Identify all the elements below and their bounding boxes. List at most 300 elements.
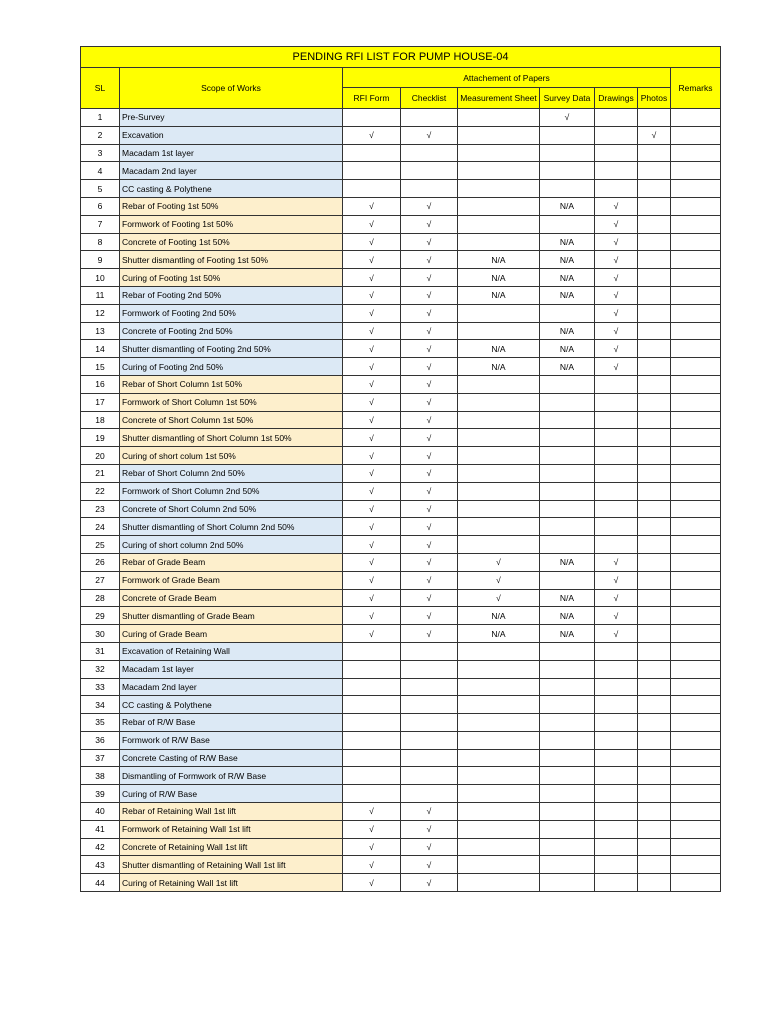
cell-scope: Concrete of Footing 1st 50% <box>120 233 343 251</box>
cell-sl: 34 <box>81 696 120 714</box>
cell-sl: 33 <box>81 678 120 696</box>
cell-photos <box>638 642 671 660</box>
cell-photos <box>638 304 671 322</box>
cell-sl: 29 <box>81 607 120 625</box>
cell-measurement-sheet <box>458 393 540 411</box>
header-attachment-group: Attachement of Papers <box>343 68 671 88</box>
cell-remarks <box>671 731 721 749</box>
cell-sl: 2 <box>81 126 120 144</box>
cell-photos <box>638 820 671 838</box>
cell-checklist: √ <box>401 803 458 821</box>
cell-measurement-sheet <box>458 803 540 821</box>
header-sl: SL <box>81 68 120 109</box>
table-body <box>81 109 721 892</box>
cell-survey-data <box>540 464 595 482</box>
cell-sl: 26 <box>81 553 120 571</box>
cell-rfi-form <box>343 660 401 678</box>
cell-rfi-form: √ <box>343 269 401 287</box>
cell-photos <box>638 678 671 696</box>
cell-survey-data: N/A <box>540 625 595 643</box>
cell-rfi-form: √ <box>343 322 401 340</box>
cell-rfi-form: √ <box>343 820 401 838</box>
cell-survey-data <box>540 678 595 696</box>
cell-checklist <box>401 767 458 785</box>
cell-drawings <box>595 714 638 732</box>
cell-remarks <box>671 696 721 714</box>
cell-survey-data <box>540 874 595 892</box>
table-row <box>81 286 721 304</box>
cell-rfi-form <box>343 642 401 660</box>
cell-survey-data <box>540 660 595 678</box>
cell-photos <box>638 393 671 411</box>
cell-remarks <box>671 660 721 678</box>
cell-scope: Rebar of Footing 1st 50% <box>120 197 343 215</box>
cell-rfi-form: √ <box>343 304 401 322</box>
cell-measurement-sheet <box>458 482 540 500</box>
cell-checklist <box>401 714 458 732</box>
cell-scope: Excavation of Retaining Wall <box>120 642 343 660</box>
cell-survey-data: N/A <box>540 197 595 215</box>
cell-drawings: √ <box>595 233 638 251</box>
cell-remarks <box>671 358 721 376</box>
cell-sl: 19 <box>81 429 120 447</box>
cell-rfi-form: √ <box>343 571 401 589</box>
table-row <box>81 856 721 874</box>
cell-survey-data <box>540 144 595 162</box>
table-row <box>81 162 721 180</box>
cell-survey-data <box>540 642 595 660</box>
cell-remarks <box>671 286 721 304</box>
cell-photos <box>638 731 671 749</box>
cell-scope: Curing of short colum 1st 50% <box>120 447 343 465</box>
cell-remarks <box>671 447 721 465</box>
cell-survey-data <box>540 411 595 429</box>
cell-remarks <box>671 714 721 732</box>
cell-sl: 41 <box>81 820 120 838</box>
cell-rfi-form: √ <box>343 411 401 429</box>
cell-checklist <box>401 144 458 162</box>
table-row <box>81 269 721 287</box>
table-row <box>81 785 721 803</box>
cell-photos <box>638 429 671 447</box>
cell-photos <box>638 233 671 251</box>
cell-sl: 39 <box>81 785 120 803</box>
cell-photos <box>638 162 671 180</box>
cell-measurement-sheet <box>458 660 540 678</box>
table-row <box>81 874 721 892</box>
cell-checklist: √ <box>401 393 458 411</box>
cell-remarks <box>671 553 721 571</box>
cell-checklist <box>401 642 458 660</box>
cell-sl: 12 <box>81 304 120 322</box>
table-row <box>81 607 721 625</box>
cell-photos <box>638 571 671 589</box>
cell-measurement-sheet <box>458 411 540 429</box>
cell-drawings: √ <box>595 322 638 340</box>
cell-checklist <box>401 696 458 714</box>
cell-checklist: √ <box>401 500 458 518</box>
cell-drawings <box>595 518 638 536</box>
cell-photos <box>638 607 671 625</box>
cell-rfi-form: √ <box>343 607 401 625</box>
cell-scope: Concrete of Short Column 1st 50% <box>120 411 343 429</box>
cell-rfi-form: √ <box>343 251 401 269</box>
cell-remarks <box>671 322 721 340</box>
cell-measurement-sheet <box>458 322 540 340</box>
rfi-table <box>80 46 721 892</box>
cell-remarks <box>671 571 721 589</box>
cell-remarks <box>671 233 721 251</box>
cell-measurement-sheet: √ <box>458 553 540 571</box>
cell-scope: Formwork of R/W Base <box>120 731 343 749</box>
cell-survey-data <box>540 536 595 554</box>
cell-checklist: √ <box>401 358 458 376</box>
cell-scope: Curing of short column 2nd 50% <box>120 536 343 554</box>
cell-rfi-form <box>343 696 401 714</box>
table-row <box>81 109 721 127</box>
table-row <box>81 144 721 162</box>
cell-sl: 23 <box>81 500 120 518</box>
cell-scope: Rebar of Retaining Wall 1st lift <box>120 803 343 821</box>
cell-measurement-sheet: N/A <box>458 286 540 304</box>
table-row <box>81 126 721 144</box>
cell-measurement-sheet <box>458 874 540 892</box>
cell-scope: Shutter dismantling of Short Column 1st 50% <box>120 429 343 447</box>
cell-rfi-form: √ <box>343 838 401 856</box>
cell-rfi-form: √ <box>343 625 401 643</box>
cell-survey-data <box>540 820 595 838</box>
cell-sl: 30 <box>81 625 120 643</box>
cell-measurement-sheet <box>458 642 540 660</box>
header-scope: Scope of Works <box>120 68 343 109</box>
cell-remarks <box>671 482 721 500</box>
cell-drawings <box>595 447 638 465</box>
cell-scope: Dismantling of Formwork of R/W Base <box>120 767 343 785</box>
cell-photos <box>638 358 671 376</box>
table-row <box>81 642 721 660</box>
cell-measurement-sheet <box>458 696 540 714</box>
cell-scope: Concrete Casting of R/W Base <box>120 749 343 767</box>
cell-drawings <box>595 180 638 198</box>
cell-scope: Concrete of Footing 2nd 50% <box>120 322 343 340</box>
cell-measurement-sheet <box>458 429 540 447</box>
cell-sl: 4 <box>81 162 120 180</box>
cell-rfi-form: √ <box>343 464 401 482</box>
cell-scope: CC casting & Polythene <box>120 180 343 198</box>
cell-survey-data <box>540 393 595 411</box>
table-row <box>81 660 721 678</box>
cell-scope: Curing of Retaining Wall 1st lift <box>120 874 343 892</box>
cell-rfi-form: √ <box>343 197 401 215</box>
cell-photos <box>638 251 671 269</box>
cell-survey-data <box>540 803 595 821</box>
table-row <box>81 625 721 643</box>
cell-rfi-form: √ <box>343 500 401 518</box>
cell-survey-data <box>540 500 595 518</box>
cell-drawings <box>595 856 638 874</box>
cell-sl: 20 <box>81 447 120 465</box>
cell-scope: Curing of R/W Base <box>120 785 343 803</box>
cell-photos <box>638 144 671 162</box>
cell-sl: 36 <box>81 731 120 749</box>
table-row <box>81 678 721 696</box>
cell-measurement-sheet: N/A <box>458 607 540 625</box>
cell-rfi-form: √ <box>343 429 401 447</box>
cell-checklist <box>401 785 458 803</box>
cell-scope: Formwork of Short Column 2nd 50% <box>120 482 343 500</box>
cell-remarks <box>671 874 721 892</box>
table-row <box>81 571 721 589</box>
cell-checklist: √ <box>401 518 458 536</box>
cell-checklist: √ <box>401 571 458 589</box>
cell-drawings <box>595 678 638 696</box>
cell-rfi-form <box>343 109 401 127</box>
table-row <box>81 803 721 821</box>
cell-survey-data: N/A <box>540 340 595 358</box>
cell-remarks <box>671 180 721 198</box>
header-photos: Photos <box>638 88 671 109</box>
cell-survey-data <box>540 180 595 198</box>
cell-sl: 17 <box>81 393 120 411</box>
cell-checklist: √ <box>401 464 458 482</box>
cell-scope: Formwork of Footing 1st 50% <box>120 215 343 233</box>
cell-checklist: √ <box>401 251 458 269</box>
cell-sl: 35 <box>81 714 120 732</box>
cell-rfi-form: √ <box>343 536 401 554</box>
cell-drawings: √ <box>595 251 638 269</box>
cell-checklist: √ <box>401 856 458 874</box>
cell-drawings <box>595 785 638 803</box>
cell-survey-data: N/A <box>540 269 595 287</box>
header-remarks: Remarks <box>671 68 721 109</box>
cell-remarks <box>671 856 721 874</box>
cell-survey-data: N/A <box>540 358 595 376</box>
cell-checklist: √ <box>401 447 458 465</box>
cell-checklist: √ <box>401 126 458 144</box>
table-row <box>81 340 721 358</box>
cell-remarks <box>671 464 721 482</box>
cell-survey-data <box>540 767 595 785</box>
cell-drawings <box>595 767 638 785</box>
cell-drawings: √ <box>595 304 638 322</box>
cell-photos <box>638 215 671 233</box>
table-row <box>81 820 721 838</box>
cell-drawings <box>595 500 638 518</box>
cell-drawings <box>595 162 638 180</box>
cell-drawings <box>595 874 638 892</box>
cell-photos <box>638 874 671 892</box>
cell-remarks <box>671 536 721 554</box>
cell-photos <box>638 269 671 287</box>
cell-survey-data <box>540 429 595 447</box>
cell-sl: 14 <box>81 340 120 358</box>
cell-scope: Shutter dismantling of Grade Beam <box>120 607 343 625</box>
cell-measurement-sheet <box>458 375 540 393</box>
cell-checklist: √ <box>401 838 458 856</box>
cell-checklist: √ <box>401 625 458 643</box>
cell-measurement-sheet: N/A <box>458 251 540 269</box>
cell-checklist: √ <box>401 874 458 892</box>
cell-drawings: √ <box>595 553 638 571</box>
table-row <box>81 589 721 607</box>
table-row <box>81 429 721 447</box>
cell-sl: 6 <box>81 197 120 215</box>
cell-survey-data <box>540 304 595 322</box>
cell-checklist: √ <box>401 197 458 215</box>
cell-measurement-sheet <box>458 856 540 874</box>
cell-rfi-form: √ <box>343 358 401 376</box>
cell-scope: Rebar of Short Column 1st 50% <box>120 375 343 393</box>
cell-survey-data <box>540 785 595 803</box>
cell-rfi-form: √ <box>343 375 401 393</box>
table-row <box>81 358 721 376</box>
cell-checklist <box>401 749 458 767</box>
cell-survey-data: N/A <box>540 251 595 269</box>
cell-drawings <box>595 696 638 714</box>
cell-measurement-sheet <box>458 714 540 732</box>
cell-drawings <box>595 660 638 678</box>
table-row <box>81 553 721 571</box>
cell-survey-data <box>540 749 595 767</box>
cell-scope: Shutter dismantling of Footing 1st 50% <box>120 251 343 269</box>
cell-rfi-form: √ <box>343 518 401 536</box>
cell-drawings <box>595 411 638 429</box>
cell-rfi-form: √ <box>343 233 401 251</box>
cell-measurement-sheet <box>458 144 540 162</box>
cell-photos <box>638 322 671 340</box>
sheet-title: PENDING RFI LIST FOR PUMP HOUSE-04 <box>81 47 721 68</box>
cell-survey-data: N/A <box>540 589 595 607</box>
cell-drawings: √ <box>595 589 638 607</box>
cell-photos <box>638 660 671 678</box>
cell-remarks <box>671 251 721 269</box>
cell-checklist: √ <box>401 411 458 429</box>
cell-drawings <box>595 109 638 127</box>
cell-remarks <box>671 625 721 643</box>
cell-sl: 32 <box>81 660 120 678</box>
cell-survey-data <box>540 447 595 465</box>
cell-photos <box>638 180 671 198</box>
cell-checklist: √ <box>401 269 458 287</box>
cell-photos <box>638 411 671 429</box>
table-row <box>81 180 721 198</box>
cell-measurement-sheet <box>458 233 540 251</box>
cell-photos <box>638 625 671 643</box>
cell-remarks <box>671 500 721 518</box>
cell-sl: 9 <box>81 251 120 269</box>
cell-rfi-form: √ <box>343 803 401 821</box>
cell-remarks <box>671 197 721 215</box>
cell-drawings: √ <box>595 340 638 358</box>
cell-remarks <box>671 642 721 660</box>
cell-checklist <box>401 731 458 749</box>
cell-remarks <box>671 393 721 411</box>
cell-sl: 1 <box>81 109 120 127</box>
table-row <box>81 518 721 536</box>
cell-survey-data <box>540 856 595 874</box>
cell-photos <box>638 464 671 482</box>
table-row <box>81 500 721 518</box>
cell-measurement-sheet: N/A <box>458 269 540 287</box>
cell-sl: 43 <box>81 856 120 874</box>
cell-survey-data <box>540 696 595 714</box>
cell-survey-data <box>540 375 595 393</box>
cell-remarks <box>671 411 721 429</box>
cell-survey-data: N/A <box>540 322 595 340</box>
cell-sl: 44 <box>81 874 120 892</box>
table-row <box>81 731 721 749</box>
cell-survey-data: N/A <box>540 286 595 304</box>
cell-rfi-form <box>343 749 401 767</box>
cell-remarks <box>671 375 721 393</box>
cell-photos <box>638 482 671 500</box>
cell-drawings <box>595 126 638 144</box>
cell-scope: Macadam 1st layer <box>120 660 343 678</box>
cell-survey-data <box>540 838 595 856</box>
cell-checklist <box>401 109 458 127</box>
cell-remarks <box>671 429 721 447</box>
cell-measurement-sheet <box>458 500 540 518</box>
cell-photos <box>638 340 671 358</box>
cell-measurement-sheet: √ <box>458 571 540 589</box>
cell-checklist: √ <box>401 304 458 322</box>
cell-scope: Shutter dismantling of Retaining Wall 1st lift <box>120 856 343 874</box>
cell-rfi-form <box>343 144 401 162</box>
cell-photos <box>638 749 671 767</box>
cell-scope: Concrete of Retaining Wall 1st lift <box>120 838 343 856</box>
cell-scope: Curing of Footing 1st 50% <box>120 269 343 287</box>
cell-survey-data <box>540 215 595 233</box>
cell-remarks <box>671 518 721 536</box>
cell-drawings: √ <box>595 571 638 589</box>
cell-rfi-form <box>343 180 401 198</box>
cell-drawings <box>595 482 638 500</box>
cell-remarks <box>671 109 721 127</box>
cell-scope: Formwork of Retaining Wall 1st lift <box>120 820 343 838</box>
cell-measurement-sheet: N/A <box>458 340 540 358</box>
cell-sl: 25 <box>81 536 120 554</box>
cell-drawings <box>595 375 638 393</box>
cell-measurement-sheet <box>458 162 540 180</box>
cell-scope: Curing of Footing 2nd 50% <box>120 358 343 376</box>
cell-drawings <box>595 838 638 856</box>
cell-scope: Formwork of Short Column 1st 50% <box>120 393 343 411</box>
cell-checklist: √ <box>401 820 458 838</box>
cell-photos <box>638 696 671 714</box>
cell-sl: 18 <box>81 411 120 429</box>
cell-scope: Pre-Survey <box>120 109 343 127</box>
table-row <box>81 197 721 215</box>
cell-measurement-sheet <box>458 447 540 465</box>
cell-sl: 15 <box>81 358 120 376</box>
cell-photos <box>638 767 671 785</box>
cell-remarks <box>671 589 721 607</box>
cell-remarks <box>671 340 721 358</box>
table-row <box>81 536 721 554</box>
cell-scope: Shutter dismantling of Footing 2nd 50% <box>120 340 343 358</box>
cell-survey-data <box>540 126 595 144</box>
cell-remarks <box>671 144 721 162</box>
table-row <box>81 411 721 429</box>
cell-rfi-form: √ <box>343 215 401 233</box>
cell-sl: 31 <box>81 642 120 660</box>
cell-photos <box>638 714 671 732</box>
cell-scope: Formwork of Grade Beam <box>120 571 343 589</box>
cell-checklist: √ <box>401 233 458 251</box>
cell-remarks <box>671 749 721 767</box>
cell-survey-data <box>540 482 595 500</box>
cell-sl: 37 <box>81 749 120 767</box>
